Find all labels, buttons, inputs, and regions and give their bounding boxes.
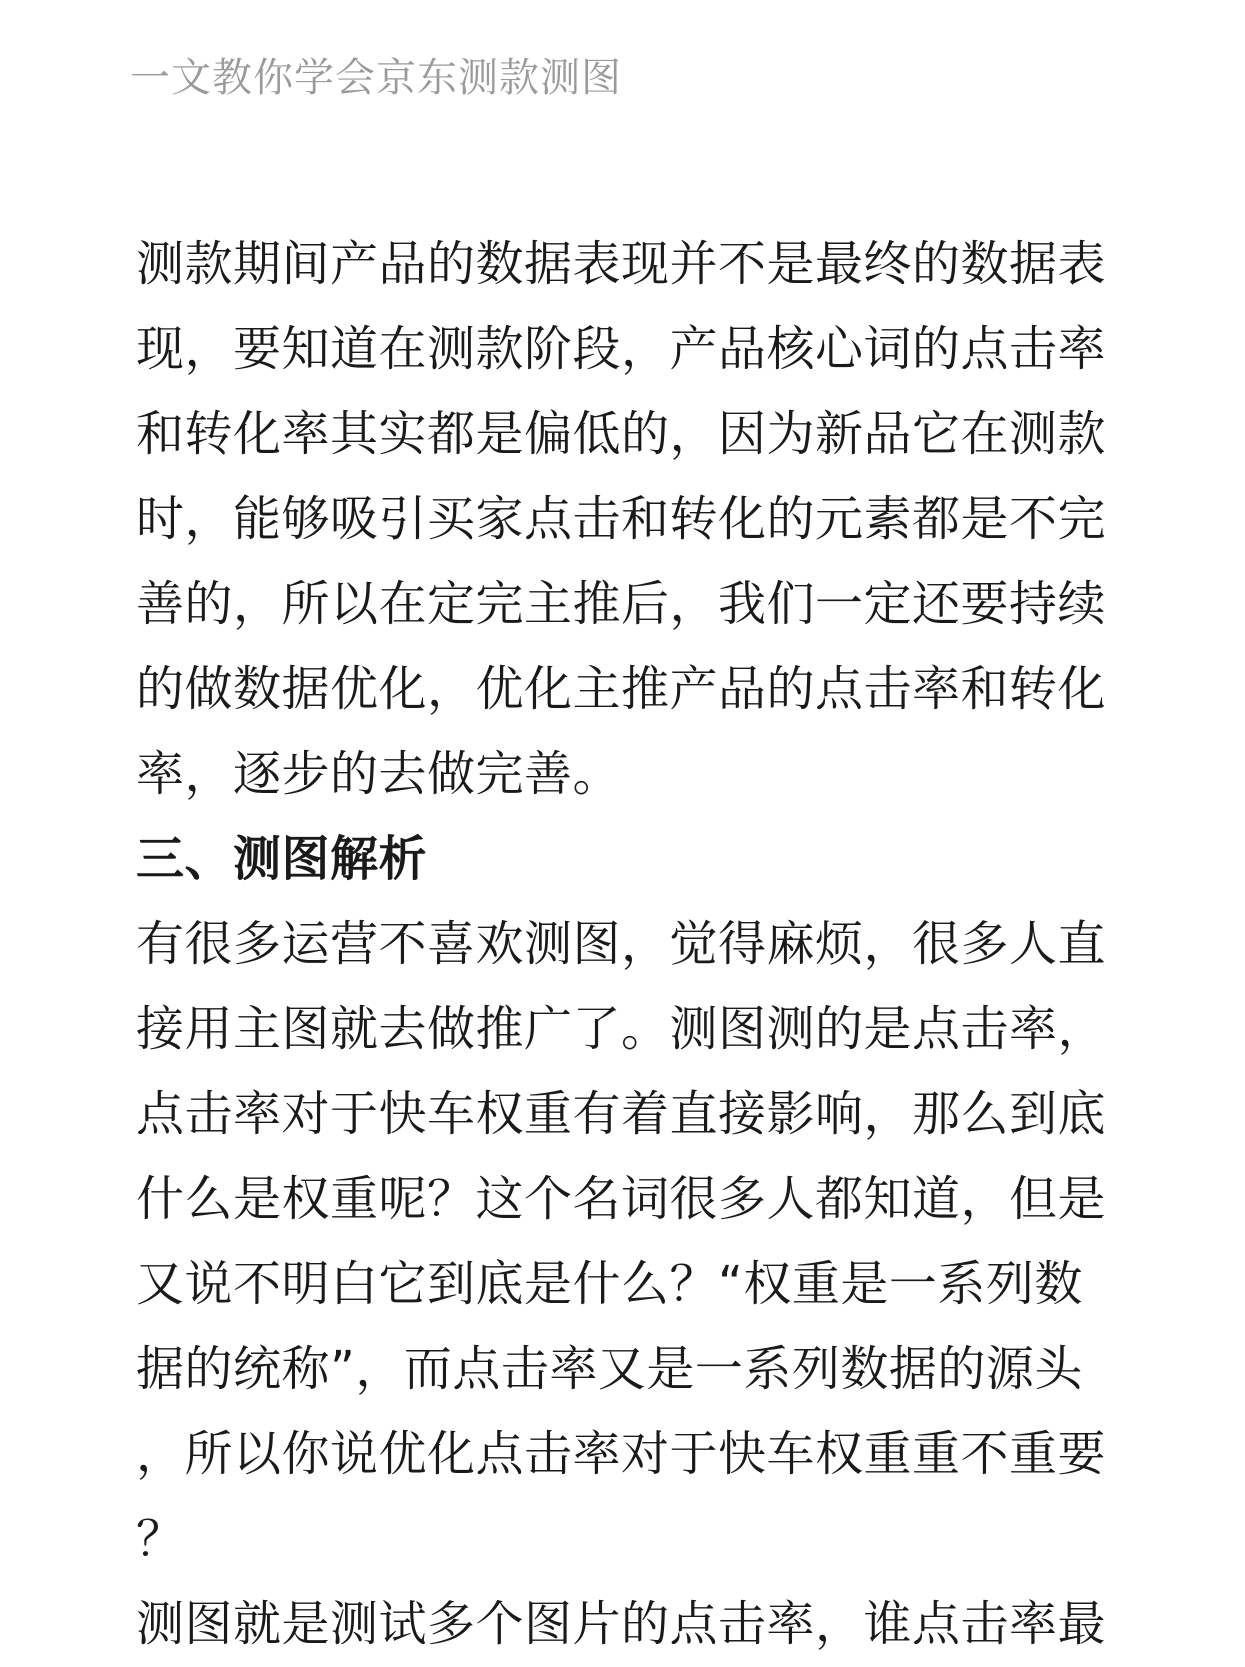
paragraph-intro — [136, 222, 1116, 817]
text-line: 又说不明白它到底是什么？“权重是一系列数 — [136, 1256, 1083, 1312]
text-line: 的做数据优化，优化主推产品的点击率和转化 — [136, 661, 1107, 717]
paragraph-weight — [136, 902, 1116, 1582]
text-line: 据的统称”，而点击率又是一系列数据的源头 — [136, 1341, 1083, 1397]
text-line: 测款期间产品的数据表现并不是最终的数据表 — [136, 236, 1107, 292]
text-line: 现，要知道在测款阶段，产品核心词的点击率 — [136, 321, 1107, 377]
text-line: 和转化率其实都是偏低的，因为新品它在测款 — [136, 406, 1107, 462]
text-line: 测图就是测试多个图片的点击率，谁点击率最 — [136, 1596, 1107, 1652]
text-line: 率，逐步的去做完善。 — [136, 746, 622, 802]
text-line: ，所以你说优化点击率对于快车权重重不重要 — [136, 1426, 1107, 1482]
text-line: 善的，所以在定完主推后，我们一定还要持续 — [136, 576, 1107, 632]
section-heading: 三、测图解析 — [136, 831, 428, 887]
text-line: 什么是权重呢？这个名词很多人都知道，但是 — [136, 1171, 1107, 1227]
text-line: 接用主图就去做推广了。测图测的是点击率， — [136, 1001, 1107, 1057]
text-line: 时，能够吸引买家点击和转化的元素都是不完 — [136, 491, 1107, 547]
text-line: 点击率对于快车权重有着直接影响，那么到底 — [136, 1086, 1107, 1142]
document-title: 一文教你学会京东测款测图 — [130, 55, 622, 101]
article-body — [136, 222, 1116, 1667]
paragraph-test-images — [136, 1582, 1116, 1667]
text-line: ？ — [136, 1511, 185, 1567]
text-line: 有很多运营不喜欢测图，觉得麻烦，很多人直 — [136, 916, 1107, 972]
